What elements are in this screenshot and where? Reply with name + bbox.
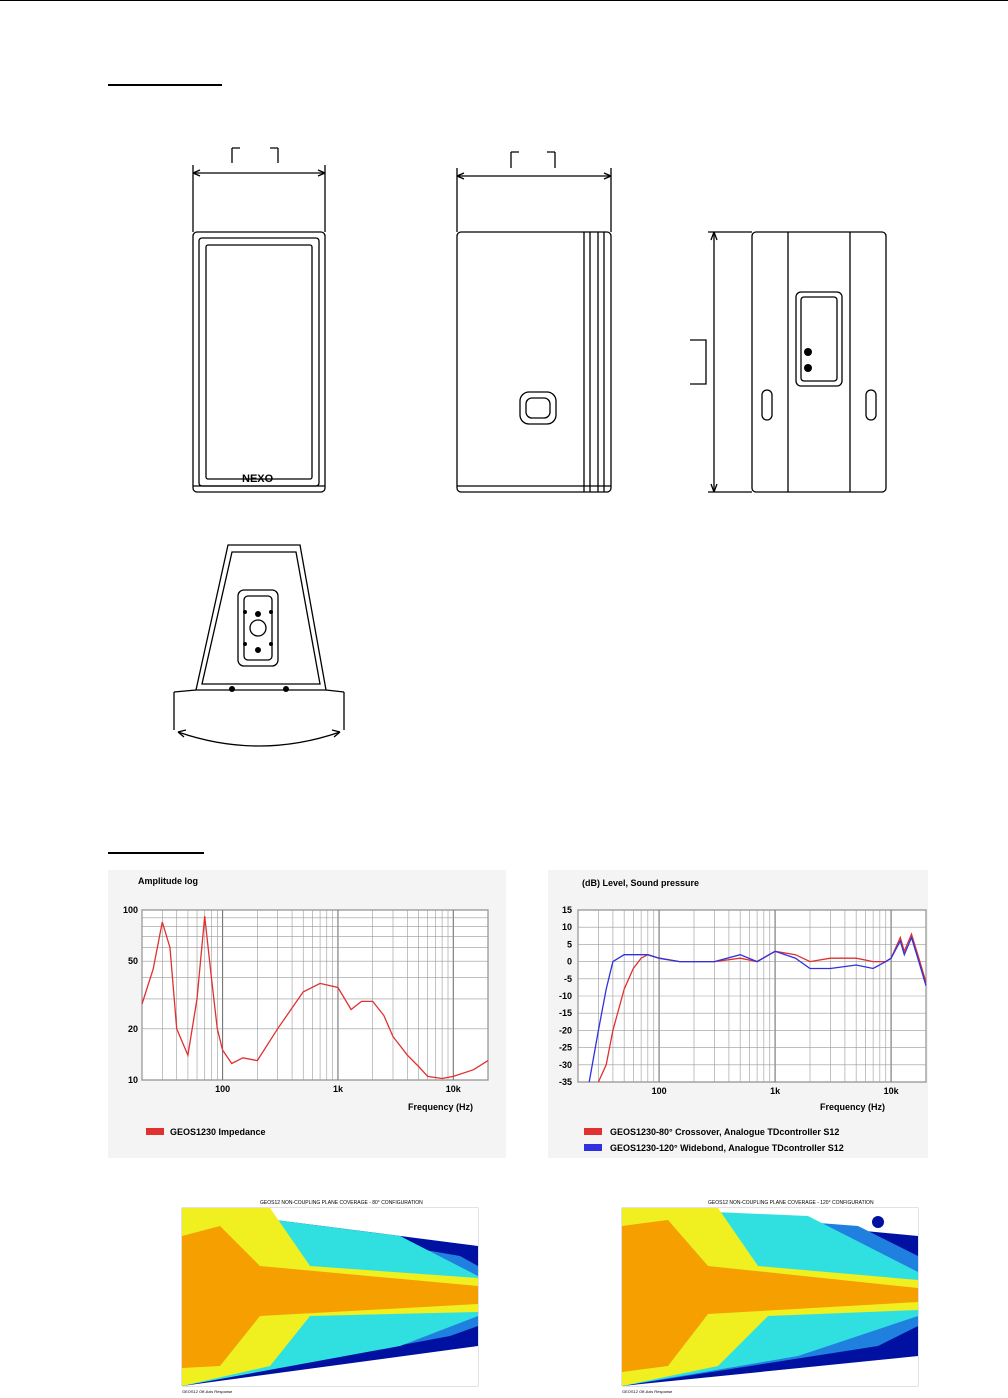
response-x-tick: 10k [883, 1086, 899, 1096]
response-legend-swatch-red [584, 1128, 602, 1135]
response-y-tick: -35 [558, 1077, 572, 1087]
coverage-left-caption: GEOS12 Off-Axis Response [182, 1389, 233, 1394]
impedance-legend-label: GEOS1230 Impedance [170, 1127, 266, 1137]
response-y-tick: -5 [563, 973, 572, 984]
response-y-tick: -25 [558, 1042, 572, 1053]
impedance-y-tick: 10 [127, 1075, 138, 1085]
nexo-logo: NEXO [242, 473, 274, 485]
section-heading-underline-1 [108, 84, 222, 86]
impedance-chart-xlabel: Frequency (Hz) [408, 1102, 474, 1112]
response-y-tick: 10 [561, 922, 572, 933]
response-y-tick: -20 [558, 1025, 572, 1036]
impedance-chart-title: Amplitude log [138, 876, 198, 886]
impedance-x-tick: 10k [445, 1084, 461, 1094]
response-chart-xlabel: Frequency (Hz) [820, 1102, 886, 1112]
impedance-y-tick: 50 [127, 956, 138, 967]
response-y-tick: 0 [566, 956, 572, 967]
response-legend-label-blue: GEOS1230-120° Widebond, Analogue TDcontroller S12 [610, 1143, 844, 1153]
impedance-x-tick: 100 [215, 1084, 231, 1094]
bottom-view-drawing [174, 545, 344, 746]
coverage-left-title: GEOS12 NON-COUPLING PLANE COVERAGE - 80° CONFIGURATION [260, 1200, 423, 1206]
response-x-tick: 1k [770, 1086, 781, 1096]
response-y-tick: 5 [566, 939, 572, 950]
section-heading-underline-2 [108, 852, 204, 854]
coverage-left-contours [182, 1208, 478, 1386]
front-view-drawing [193, 148, 325, 492]
impedance-chart [108, 870, 506, 1158]
coverage-right-caption: GEOS12 Off-Axis Response [622, 1389, 673, 1394]
impedance-y-tick: 20 [127, 1023, 138, 1034]
impedance-legend-swatch [146, 1128, 164, 1135]
response-y-tick: -10 [558, 991, 572, 1001]
rear-view-drawing [690, 232, 886, 492]
impedance-plot-area [142, 910, 488, 1080]
side-view-drawing [457, 152, 611, 492]
response-chart [548, 870, 928, 1158]
impedance-y-tick: 100 [122, 905, 138, 915]
response-x-tick: 100 [651, 1086, 667, 1096]
response-y-tick: -30 [558, 1059, 572, 1070]
coverage-right-title: GEOS12 NON-COUPLING PLANE COVERAGE - 120° CONFIGURATION [708, 1200, 874, 1206]
coverage-map-left [160, 1196, 490, 1396]
response-legend-swatch-blue [584, 1144, 602, 1151]
response-legend-label-red: GEOS1230-80° Crossover, Analogue TDcontroller S12 [610, 1127, 840, 1137]
impedance-x-tick: 1k [332, 1084, 343, 1094]
top-rule [0, 0, 1008, 1]
coverage-map-right [598, 1196, 928, 1396]
coverage-right-contours [622, 1208, 918, 1386]
response-chart-title: (dB) Level, Sound pressure [582, 878, 700, 888]
response-y-tick: -15 [558, 1008, 572, 1019]
response-y-tick: 15 [561, 905, 572, 915]
cabinet-drawings [0, 100, 1008, 760]
